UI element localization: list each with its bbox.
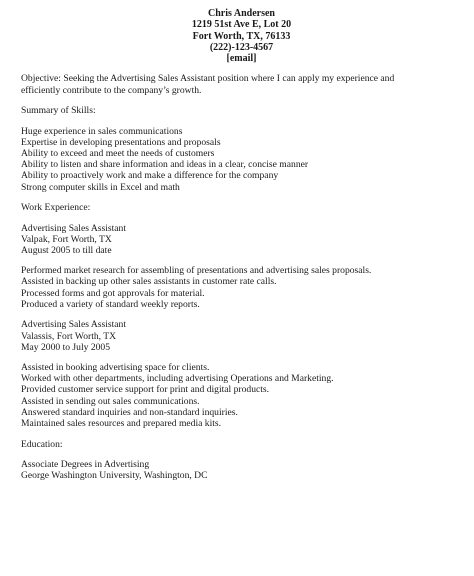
job-duty: Performed market research for assembling of presentations and advertising sales proposals. [21, 265, 372, 277]
job-duty: Maintained sales resources and prepared media kits. [21, 418, 222, 430]
experience-section [21, 202, 454, 429]
skill-item: Strong computer skills in Excel and math [21, 181, 180, 193]
job-duty: Provided customer service support for print and digital products. [21, 384, 270, 396]
skill-item: Ability to proactively work and make a difference for the company [21, 170, 279, 182]
job-company: Valpak, Fort Worth, TX [21, 233, 112, 245]
education-heading: Education: [21, 438, 63, 450]
education-section [21, 439, 454, 482]
job-company: Valassis, Fort Worth, TX [21, 330, 117, 342]
resume-header [29, 8, 454, 64]
skills-section [21, 105, 454, 192]
education-degree: Associate Degrees in Advertising [21, 458, 150, 470]
skill-item: Huge experience in sales communications [21, 125, 183, 137]
phone-number: (222)-123-4567 [209, 41, 274, 53]
job-duty: Produced a variety of standard weekly reports. [21, 298, 200, 310]
job-duty: Processed forms and got approvals for material. [21, 287, 205, 299]
objective-section [21, 73, 454, 95]
job-duty: Worked with other departments, including advertising Operations and Marketing. [21, 373, 334, 385]
job-entry-2 [21, 319, 454, 429]
job-title: Advertising Sales Assistant [21, 319, 126, 331]
skill-item: Ability to listen and share information and ideas in a clear, concise manner [21, 159, 309, 171]
job-entry-1 [21, 223, 454, 310]
objective-line-1: Objective: Seeking the Advertising Sales Assistant position where I can apply my experience and [21, 73, 395, 85]
address-line-2: Fort Worth, TX, 76133 [192, 30, 291, 42]
skills-heading: Summary of Skills: [21, 105, 96, 117]
job-duty: Assisted in sending out sales communications. [21, 395, 200, 407]
objective-line-2: efficiently contribute to the company’s growth. [21, 84, 202, 96]
candidate-name: Chris Andersen [208, 8, 275, 19]
job-dates: August 2005 to till date [21, 244, 112, 256]
education-school: George Washington University, Washington, DC [21, 470, 208, 482]
job-duty: Answered standard inquiries and non-standard inquiries. [21, 406, 238, 418]
job-duty: Assisted in booking advertising space for clients. [21, 362, 210, 374]
email-address: [email] [226, 53, 257, 65]
job-title: Advertising Sales Assistant [21, 222, 126, 234]
skill-item: Ability to exceed and meet the needs of customers [21, 148, 215, 159]
address-line-1: 1219 51st Ave E, Lot 20 [191, 19, 292, 31]
job-dates: May 2000 to July 2005 [21, 341, 111, 353]
skill-item: Expertise in developing presentations and proposals [21, 136, 221, 148]
experience-heading: Work Experience: [21, 202, 91, 214]
job-duty: Assisted in backing up other sales assistants in customer rate calls. [21, 276, 277, 288]
